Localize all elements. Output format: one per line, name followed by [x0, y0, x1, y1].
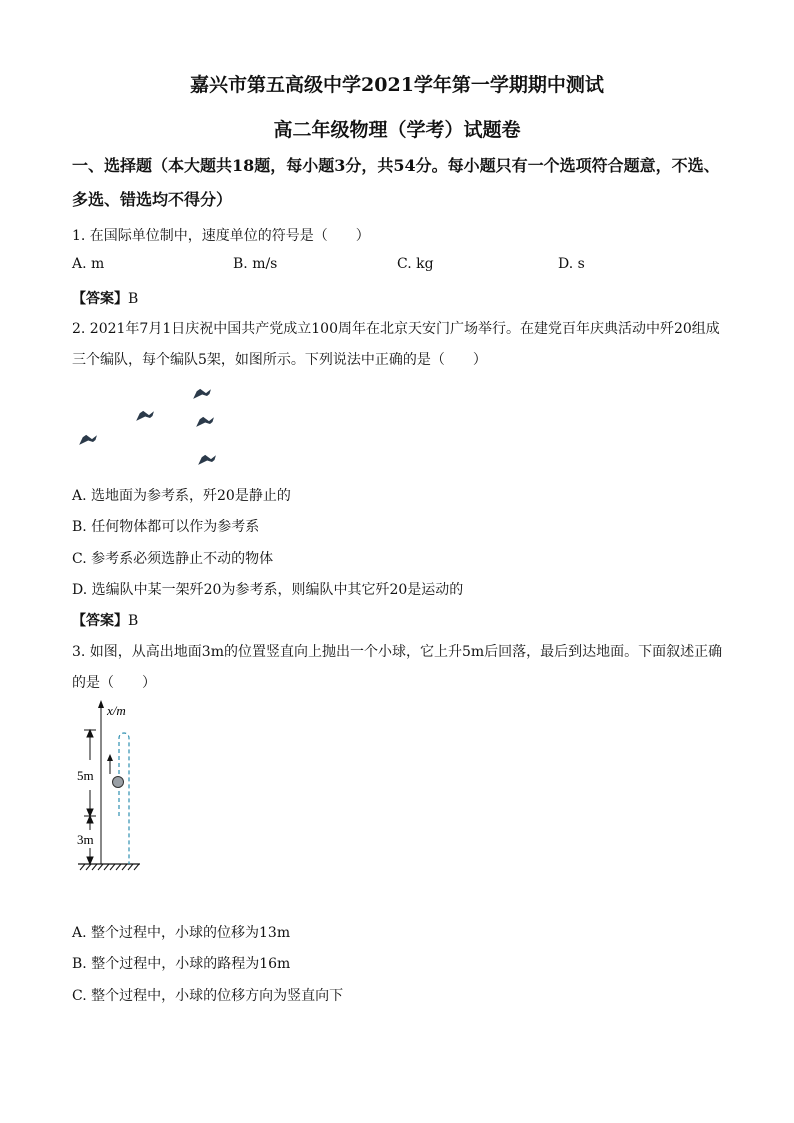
q3-option-b: B. 整个过程中，小球的路程为16m — [72, 956, 291, 972]
ball-icon — [113, 777, 124, 788]
q2-stem-line2: 三个编队，每个编队5架，如图所示。下列说法中正确的是（ ） — [72, 352, 487, 368]
q2-answer-label: 【答案】 — [72, 613, 128, 629]
exam-title: 嘉兴市第五高级中学2021学年第一学期期中测试 — [190, 74, 604, 96]
upper-distance-label: 5m — [77, 768, 94, 783]
jet-formation-figure — [70, 378, 230, 478]
upward-arrow-icon — [107, 754, 113, 761]
ground-hatch — [80, 864, 139, 870]
jet-icon — [191, 385, 213, 400]
q1-answer-value: B — [128, 291, 139, 307]
q3-option-c: C. 整个过程中，小球的位移方向为竖直向下 — [72, 988, 344, 1004]
exam-subtitle: 高二年级物理（学考）试题卷 — [273, 119, 521, 141]
q1-option-b: B. m/s — [233, 256, 278, 272]
section-heading-line2: 多选、错选均不得分） — [72, 190, 233, 209]
ball-trajectory — [119, 733, 129, 864]
section-heading-line1: 一、选择题（本大题共18题，每小题3分，共54分。每小题只有一个选项符合题意，不选、 — [72, 156, 720, 175]
q2-option-c: C. 参考系必须选静止不动的物体 — [72, 551, 274, 567]
jet-icon — [77, 431, 99, 446]
jet-icon — [134, 407, 156, 422]
axis-label: x/m — [107, 703, 126, 718]
q1-answer — [72, 288, 138, 308]
jet-icon — [194, 413, 216, 428]
q1-stem: 1. 在国际单位制中，速度单位的符号是（ ） — [72, 228, 370, 244]
q2-answer-value: B — [128, 613, 139, 629]
q2-option-b: B. 任何物体都可以作为参考系 — [72, 519, 260, 535]
ball-throw-figure — [70, 698, 160, 878]
q1-option-c: C. kg — [397, 256, 434, 272]
q2-answer — [72, 610, 138, 630]
q1-answer-label: 【答案】 — [72, 291, 128, 307]
lower-distance-label: 3m — [77, 832, 94, 847]
q3-stem-line2: 的是（ ） — [72, 675, 156, 691]
q2-option-a: A. 选地面为参考系，歼20是静止的 — [72, 488, 291, 504]
q3-option-a: A. 整个过程中，小球的位移为13m — [72, 925, 291, 941]
jet-icon — [196, 451, 218, 466]
q1-option-a: A. m — [72, 256, 105, 272]
q1-option-d: D. s — [558, 256, 585, 272]
q2-option-d: D. 选编队中某一架歼20为参考系，则编队中其它歼20是运动的 — [72, 582, 464, 598]
q2-stem-line1: 2. 2021年7月1日庆祝中国共产党成立100周年在北京天安门广场举行。在建党百年庆典活动中歼20组成 — [72, 321, 720, 337]
axis-arrow-icon — [98, 700, 104, 708]
q3-stem-line1: 3. 如图，从高出地面3m的位置竖直向上抛出一个小球，它上升5m后回落，最后到达地面。下面叙述正确 — [72, 644, 723, 660]
